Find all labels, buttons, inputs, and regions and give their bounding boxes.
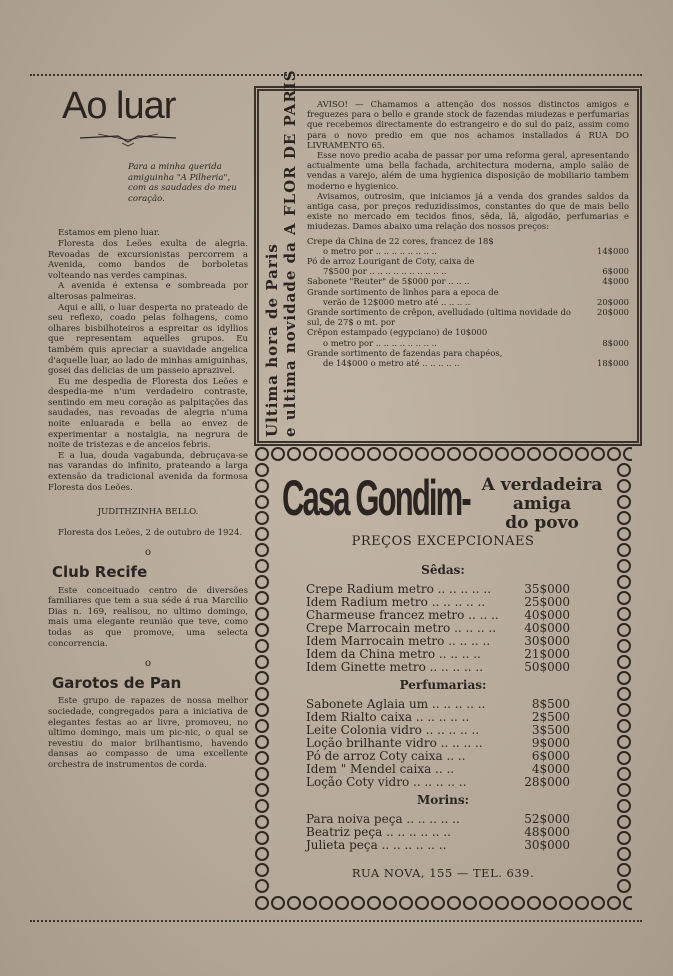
- poem-signature: JUDITHZINHA BELLO.: [97, 507, 199, 518]
- ring-ornament-icon: [367, 896, 381, 910]
- ring-ornament-icon: [255, 543, 269, 557]
- price-label: Idem Marrocain metro .. .. .. ..: [306, 634, 491, 648]
- price-value: [583, 348, 629, 358]
- ring-ornament-icon: [511, 896, 525, 910]
- price-value: 2$500: [531, 710, 570, 724]
- ring-ornament-icon: [255, 591, 269, 605]
- ring-ornament-icon: [617, 591, 631, 605]
- aviso-paragraph: AVISO! — Chamamos a attenção dos nossos distinctos amigos e freguezes para o bello e grande stock de fazendas miudezas e perfumarias que recebemos directamente do estrangeiro e do sul do paiz, assim como para o novo predio em que nos achamos installados á RUA DO LIVRAMENTO 65.: [307, 99, 629, 150]
- ring-ornament-icon: [623, 896, 632, 910]
- price-value: [583, 327, 629, 337]
- ring-ornament-icon: [255, 655, 269, 669]
- price-label: Pó de arroz Lourigant de Coty, caixa de: [307, 256, 475, 267]
- price-label: Crêpon estampado (egypciano) de 10$000: [307, 327, 488, 338]
- ring-ornament-icon: [575, 447, 589, 461]
- price-label: Idem Rialto caixa .. .. .. .. ..: [306, 710, 470, 724]
- aviso-price-row: [307, 266, 629, 276]
- gondim-price-row: [306, 776, 570, 789]
- ring-ornament-icon: [287, 896, 301, 910]
- aviso-price-row: [307, 338, 629, 348]
- aviso-price-row: [307, 297, 629, 307]
- ring-ornament-icon: [495, 896, 509, 910]
- ring-ornament-icon: [415, 896, 429, 910]
- poem-place-date: Floresta dos Leões, 2 de outubro de 1924.: [58, 527, 243, 538]
- ring-ornament-icon: [527, 896, 541, 910]
- ring-ornament-icon: [617, 543, 631, 557]
- slogan-line: amiga: [512, 494, 572, 514]
- poem-paragraph: A avenida é extensa e sombreada por alterosas palmeiras.: [48, 281, 248, 302]
- side-line-2: e ultima novidade da A FLOR DE PARIS: [281, 69, 299, 437]
- poem-paragraph: E a lua, douda vagabunda, debruçava-se nas varandas do infinito, prateando a larga extensão da tradicional avenida da formosa Floresta dos Leões.: [48, 450, 248, 493]
- ring-ornament-icon: [527, 447, 541, 461]
- ring-ornament-icon: [617, 639, 631, 653]
- ring-ornament-icon: [287, 447, 301, 461]
- price-label: Crepe Radium metro .. .. .. .. ..: [306, 582, 492, 596]
- ring-ornament-icon: [511, 447, 525, 461]
- ring-ornament-icon: [617, 575, 631, 589]
- ring-ornament-icon: [319, 447, 333, 461]
- ring-ornament-icon: [255, 447, 269, 461]
- price-value: 35$000: [524, 582, 570, 596]
- poem-title: Ao luar: [62, 85, 176, 127]
- club-recife-title: Club Recife: [52, 563, 148, 581]
- poem-paragraph: Eu me despedia de Floresta dos Leões e despedia-me n'um verdadeiro contraste, sentindo em meu coração as palpitações das saudades, nas revoadas de alegria n'uma noite enluarada e bella ao envez de experimentar a nostalgia, na negrura de noite de tristezas e de anceios febris.: [48, 376, 248, 451]
- ring-ornament-icon: [399, 447, 413, 461]
- gondim-name: Casa Gondim-: [282, 470, 470, 526]
- ring-ornament-icon: [255, 783, 269, 797]
- ring-ornament-icon: [617, 495, 631, 509]
- ring-ornament-icon: [255, 831, 269, 845]
- price-label: Idem Radium metro .. .. .. .. ..: [306, 595, 486, 609]
- aviso-price-row: [307, 236, 629, 246]
- ring-ornament-icon: [431, 896, 445, 910]
- ring-ornament-icon: [617, 655, 631, 669]
- ring-ornament-icon: [447, 447, 461, 461]
- ring-ornament-icon: [575, 896, 589, 910]
- ring-ornament-icon: [255, 479, 269, 493]
- ring-ornament-icon: [617, 703, 631, 717]
- price-value: [583, 236, 629, 246]
- club-recife-text: Este conceituado centro de diversões familiares que tem a sua séde á rua Marcilio Dias n. 169, realisou, no ultimo domingo, mais uma elegante reunião que teve, como todas as que promove, uma selecta concorrencia.: [48, 585, 248, 649]
- ring-ornament-icon: [617, 847, 631, 861]
- aviso-advertisement: [254, 69, 642, 446]
- ring-ornament-icon: [617, 687, 631, 701]
- ring-ornament-icon: [255, 639, 269, 653]
- left-column: [48, 86, 248, 771]
- price-value: 25$000: [524, 595, 570, 609]
- ring-ornament-icon: [303, 447, 317, 461]
- ring-ornament-icon: [255, 703, 269, 717]
- gondim-price-row: [306, 661, 570, 674]
- ring-ornament-icon: [559, 447, 573, 461]
- aviso-price-list: [307, 236, 629, 369]
- ring-border-right: [616, 462, 632, 895]
- price-value: 6$000: [602, 266, 629, 277]
- dedication-line: Para a minha querida: [128, 162, 222, 172]
- ring-border-bottom: [254, 895, 632, 911]
- price-value: 28$000: [524, 775, 570, 789]
- ring-ornament-icon: [617, 815, 631, 829]
- price-value: 6$000: [531, 749, 570, 763]
- ring-ornament-icon: [617, 607, 631, 621]
- ring-ornament-icon: [479, 447, 493, 461]
- price-label: Idem da China metro .. .. .. ..: [306, 647, 481, 661]
- price-label: Grande sortimento de crêpon, avelludado (ultima novidade do sul, de 27$ o mt. por: [307, 307, 571, 328]
- aviso-price-row: [307, 348, 629, 358]
- ring-ornament-icon: [255, 863, 269, 877]
- price-value: 3$500: [531, 723, 570, 737]
- ring-ornament-icon: [271, 896, 285, 910]
- dedication-line: com as saudades do meu: [128, 183, 237, 194]
- dedication-line: coração.: [128, 193, 165, 204]
- ring-ornament-icon: [319, 896, 333, 910]
- aviso-body: [307, 99, 629, 368]
- price-value: 18$000: [597, 358, 629, 369]
- price-label: de 14$000 o metro até .. .. .. .. ..: [323, 358, 460, 369]
- ring-ornament-icon: [255, 671, 269, 685]
- price-label: Crepe da China de 22 cores, francez de 18$: [307, 235, 494, 246]
- price-label: o metro por .. .. .. .. .. .. .. ..: [323, 245, 437, 256]
- price-label: 7$500 por .. .. .. .. .. .. .. .. .. ..: [323, 266, 447, 277]
- ring-ornament-icon: [617, 559, 631, 573]
- ring-ornament-icon: [351, 896, 365, 910]
- ring-ornament-icon: [383, 896, 397, 910]
- ring-ornament-icon: [255, 799, 269, 813]
- aviso-price-row: [307, 287, 629, 297]
- gondim-section-title: Perfumarias:: [399, 678, 487, 692]
- ring-ornament-icon: [255, 511, 269, 525]
- aviso-paragraph: Esse novo predio acaba de passar por uma reforma geral, apresentando actualmente uma bella fachada, architectura moderna, amplo salão de vendas a varejo, além de uma hygienica disposição de mobiliario tambem moderno e hygienico.: [307, 150, 629, 191]
- aviso-price-row: [307, 358, 629, 368]
- casa-gondim-advertisement: [254, 446, 632, 911]
- separator: o: [144, 658, 152, 670]
- ring-ornament-icon: [495, 447, 509, 461]
- ring-ornament-icon: [543, 896, 557, 910]
- ring-ornament-icon: [463, 447, 477, 461]
- price-value: 8$000: [602, 337, 629, 348]
- ring-ornament-icon: [255, 607, 269, 621]
- ring-ornament-icon: [335, 896, 349, 910]
- ring-ornament-icon: [617, 879, 631, 893]
- price-label: Grande sortimento de fazendas para chapéos,: [307, 347, 503, 358]
- ring-ornament-icon: [617, 719, 631, 733]
- price-label: Charmeuse francez metro .. .. ..: [306, 608, 499, 622]
- ring-ornament-icon: [617, 463, 631, 477]
- ring-ornament-icon: [617, 671, 631, 685]
- aviso-price-row: [307, 256, 629, 266]
- price-value: [583, 256, 629, 266]
- ring-ornament-icon: [271, 447, 285, 461]
- price-label: Sabonete Aglaia um .. .. .. .. ..: [306, 697, 486, 711]
- price-label: Para noiva peça .. .. .. .. ..: [306, 812, 460, 826]
- ring-ornament-icon: [617, 479, 631, 493]
- price-value: 21$000: [524, 647, 570, 661]
- price-value: 4$000: [531, 762, 570, 776]
- aviso-price-row: [307, 307, 629, 327]
- price-value: 52$000: [524, 812, 570, 826]
- price-value: [583, 287, 629, 297]
- ring-ornament-icon: [607, 447, 621, 461]
- gondim-price-sections: [282, 563, 604, 852]
- ring-ornament-icon: [463, 896, 477, 910]
- price-label: verão de 12$000 metro até .. .. .. ..: [323, 296, 471, 307]
- separator: o: [144, 547, 152, 559]
- price-label: Sabonete "Reuter" de 5$000 por .. .. ..: [307, 276, 470, 287]
- ring-ornament-icon: [255, 559, 269, 573]
- ornament-icon: [78, 128, 178, 148]
- ring-ornament-icon: [351, 447, 365, 461]
- poem-paragraph: Aqui e alli, o luar desperta no prateado de seu reflexo, coado pelas folhagens, como olhares bisbilhoteiros a espreitar os idyllios que representam aquelles grupos. Eu também quis apreciar a suavidade angelica d'aquelle luar, ao lado de minhas amiguinhas, gosei das delicias de um passeio aprazivel.: [48, 302, 248, 377]
- gondim-slogan: [478, 476, 606, 533]
- aviso-price-row: [307, 327, 629, 337]
- ring-ornament-icon: [447, 896, 461, 910]
- price-label: Crepe Marrocain metro .. .. .. ..: [306, 621, 497, 635]
- ring-ornament-icon: [617, 735, 631, 749]
- aviso-paragraph: Avisamos, outrosim, que iniciamos já a venda dos grandes saldos da antiga casa, por preços reduzidissimos, constantes do que de mais bello existe no mercado em tecidos finos, sêda, lã, algodão, perfumarias e miudezas. Damos abaixo uma relação dos nossos preços:: [307, 190, 629, 232]
- ring-ornament-icon: [255, 815, 269, 829]
- price-value: 48$000: [524, 825, 570, 839]
- ring-ornament-icon: [255, 575, 269, 589]
- slogan-line: A verdadeira: [481, 475, 603, 495]
- price-value: 8$500: [531, 697, 570, 711]
- ring-border-left: [254, 462, 270, 895]
- ring-ornament-icon: [617, 767, 631, 781]
- ring-ornament-icon: [415, 447, 429, 461]
- side-line-1: Ultima hora de Paris: [263, 243, 281, 437]
- price-value: 50$000: [524, 660, 570, 674]
- ring-ornament-icon: [479, 896, 493, 910]
- ring-ornament-icon: [559, 896, 573, 910]
- garotos-title: Garotos de Pan: [52, 673, 182, 692]
- ring-ornament-icon: [617, 831, 631, 845]
- ring-ornament-icon: [255, 879, 269, 893]
- price-label: Julieta peça .. .. .. .. .. ..: [306, 838, 447, 852]
- price-value: 30$000: [524, 838, 570, 852]
- price-value: 40$000: [524, 608, 570, 622]
- gondim-content: [282, 470, 604, 880]
- price-value: 14$000: [597, 245, 629, 256]
- ring-ornament-icon: [255, 847, 269, 861]
- ring-ornament-icon: [617, 863, 631, 877]
- ring-ornament-icon: [607, 896, 621, 910]
- ring-ornament-icon: [255, 735, 269, 749]
- ring-ornament-icon: [617, 527, 631, 541]
- price-label: Pó de arroz Coty caixa .. ..: [306, 749, 466, 763]
- aviso-side-banner: [259, 69, 305, 441]
- gondim-address: RUA NOVA, 155 — TEL. 639.: [351, 866, 535, 880]
- price-value: 40$000: [524, 621, 570, 635]
- ring-ornament-icon: [255, 463, 269, 477]
- ring-ornament-icon: [543, 447, 557, 461]
- ring-ornament-icon: [255, 495, 269, 509]
- price-label: Loção brilhante vidro .. .. .. ..: [306, 736, 483, 750]
- price-label: Beatriz peça .. .. .. .. .. ..: [306, 825, 451, 839]
- ring-ornament-icon: [303, 896, 317, 910]
- price-label: o metro por .. .. .. .. .. .. .. ..: [323, 337, 437, 348]
- ring-ornament-icon: [399, 896, 413, 910]
- ring-ornament-icon: [255, 767, 269, 781]
- poem-dedication: [128, 162, 248, 204]
- price-value: 20$000: [597, 296, 629, 307]
- price-label: Idem " Mendel caixa .. ..: [306, 762, 455, 776]
- price-label: Loção Coty vidro .. .. .. .. ..: [306, 775, 467, 789]
- price-value: 30$000: [524, 634, 570, 648]
- ring-ornament-icon: [623, 447, 632, 461]
- ring-ornament-icon: [617, 799, 631, 813]
- price-label: Idem Ginette metro .. .. .. .. ..: [306, 660, 484, 674]
- ring-ornament-icon: [335, 447, 349, 461]
- price-value: 20$000: [597, 307, 629, 318]
- ring-ornament-icon: [591, 447, 605, 461]
- ring-ornament-icon: [255, 687, 269, 701]
- ring-ornament-icon: [255, 623, 269, 637]
- dedication-line: amiguinha "A Pilheria",: [128, 172, 231, 183]
- ring-ornament-icon: [255, 896, 269, 910]
- slogan-line: do povo: [505, 513, 579, 533]
- ring-ornament-icon: [367, 447, 381, 461]
- price-value: 9$000: [531, 736, 570, 750]
- gondim-price-row: [306, 839, 570, 852]
- price-value: 4$000: [602, 276, 629, 287]
- price-label: Leite Colonia vidro .. .. .. .. ..: [306, 723, 480, 737]
- aviso-price-row: [307, 276, 629, 286]
- ring-ornament-icon: [617, 751, 631, 765]
- aviso-price-row: [307, 246, 629, 256]
- gondim-subtitle: PREÇOS EXCEPCIONAES: [351, 534, 535, 549]
- ring-ornament-icon: [617, 511, 631, 525]
- ring-ornament-icon: [255, 719, 269, 733]
- ring-border-top: [254, 446, 632, 462]
- ring-ornament-icon: [617, 623, 631, 637]
- ring-ornament-icon: [591, 896, 605, 910]
- ring-ornament-icon: [383, 447, 397, 461]
- gondim-section-title: Morins:: [416, 793, 470, 807]
- price-label: Grande sortimento de linhos para a epoca de: [307, 286, 499, 297]
- poem-paragraph: Floresta dos Leões exulta de alegria. Revoadas de excursionistas percorrem a Avenida, como bandos de borboletas volteando nas verdes campinas.: [48, 238, 248, 281]
- ring-ornament-icon: [431, 447, 445, 461]
- ring-ornament-icon: [617, 783, 631, 797]
- poem-paragraph: Estamos em pleno luar.: [58, 228, 160, 239]
- ring-ornament-icon: [255, 751, 269, 765]
- ring-ornament-icon: [255, 527, 269, 541]
- garotos-text: Este grupo de rapazes de nossa melhor sociedade, congregados para a iniciativa de elegantes festas ao ar livre, promoveu, no ultimo domingo, mais um pic-nic, o qual se revestiu do maior brilhantismo, havendo dansas ao compasso de uma excellente orchestra de instrumentos de corda.: [48, 696, 248, 770]
- gondim-section-title: Sêdas:: [421, 563, 465, 577]
